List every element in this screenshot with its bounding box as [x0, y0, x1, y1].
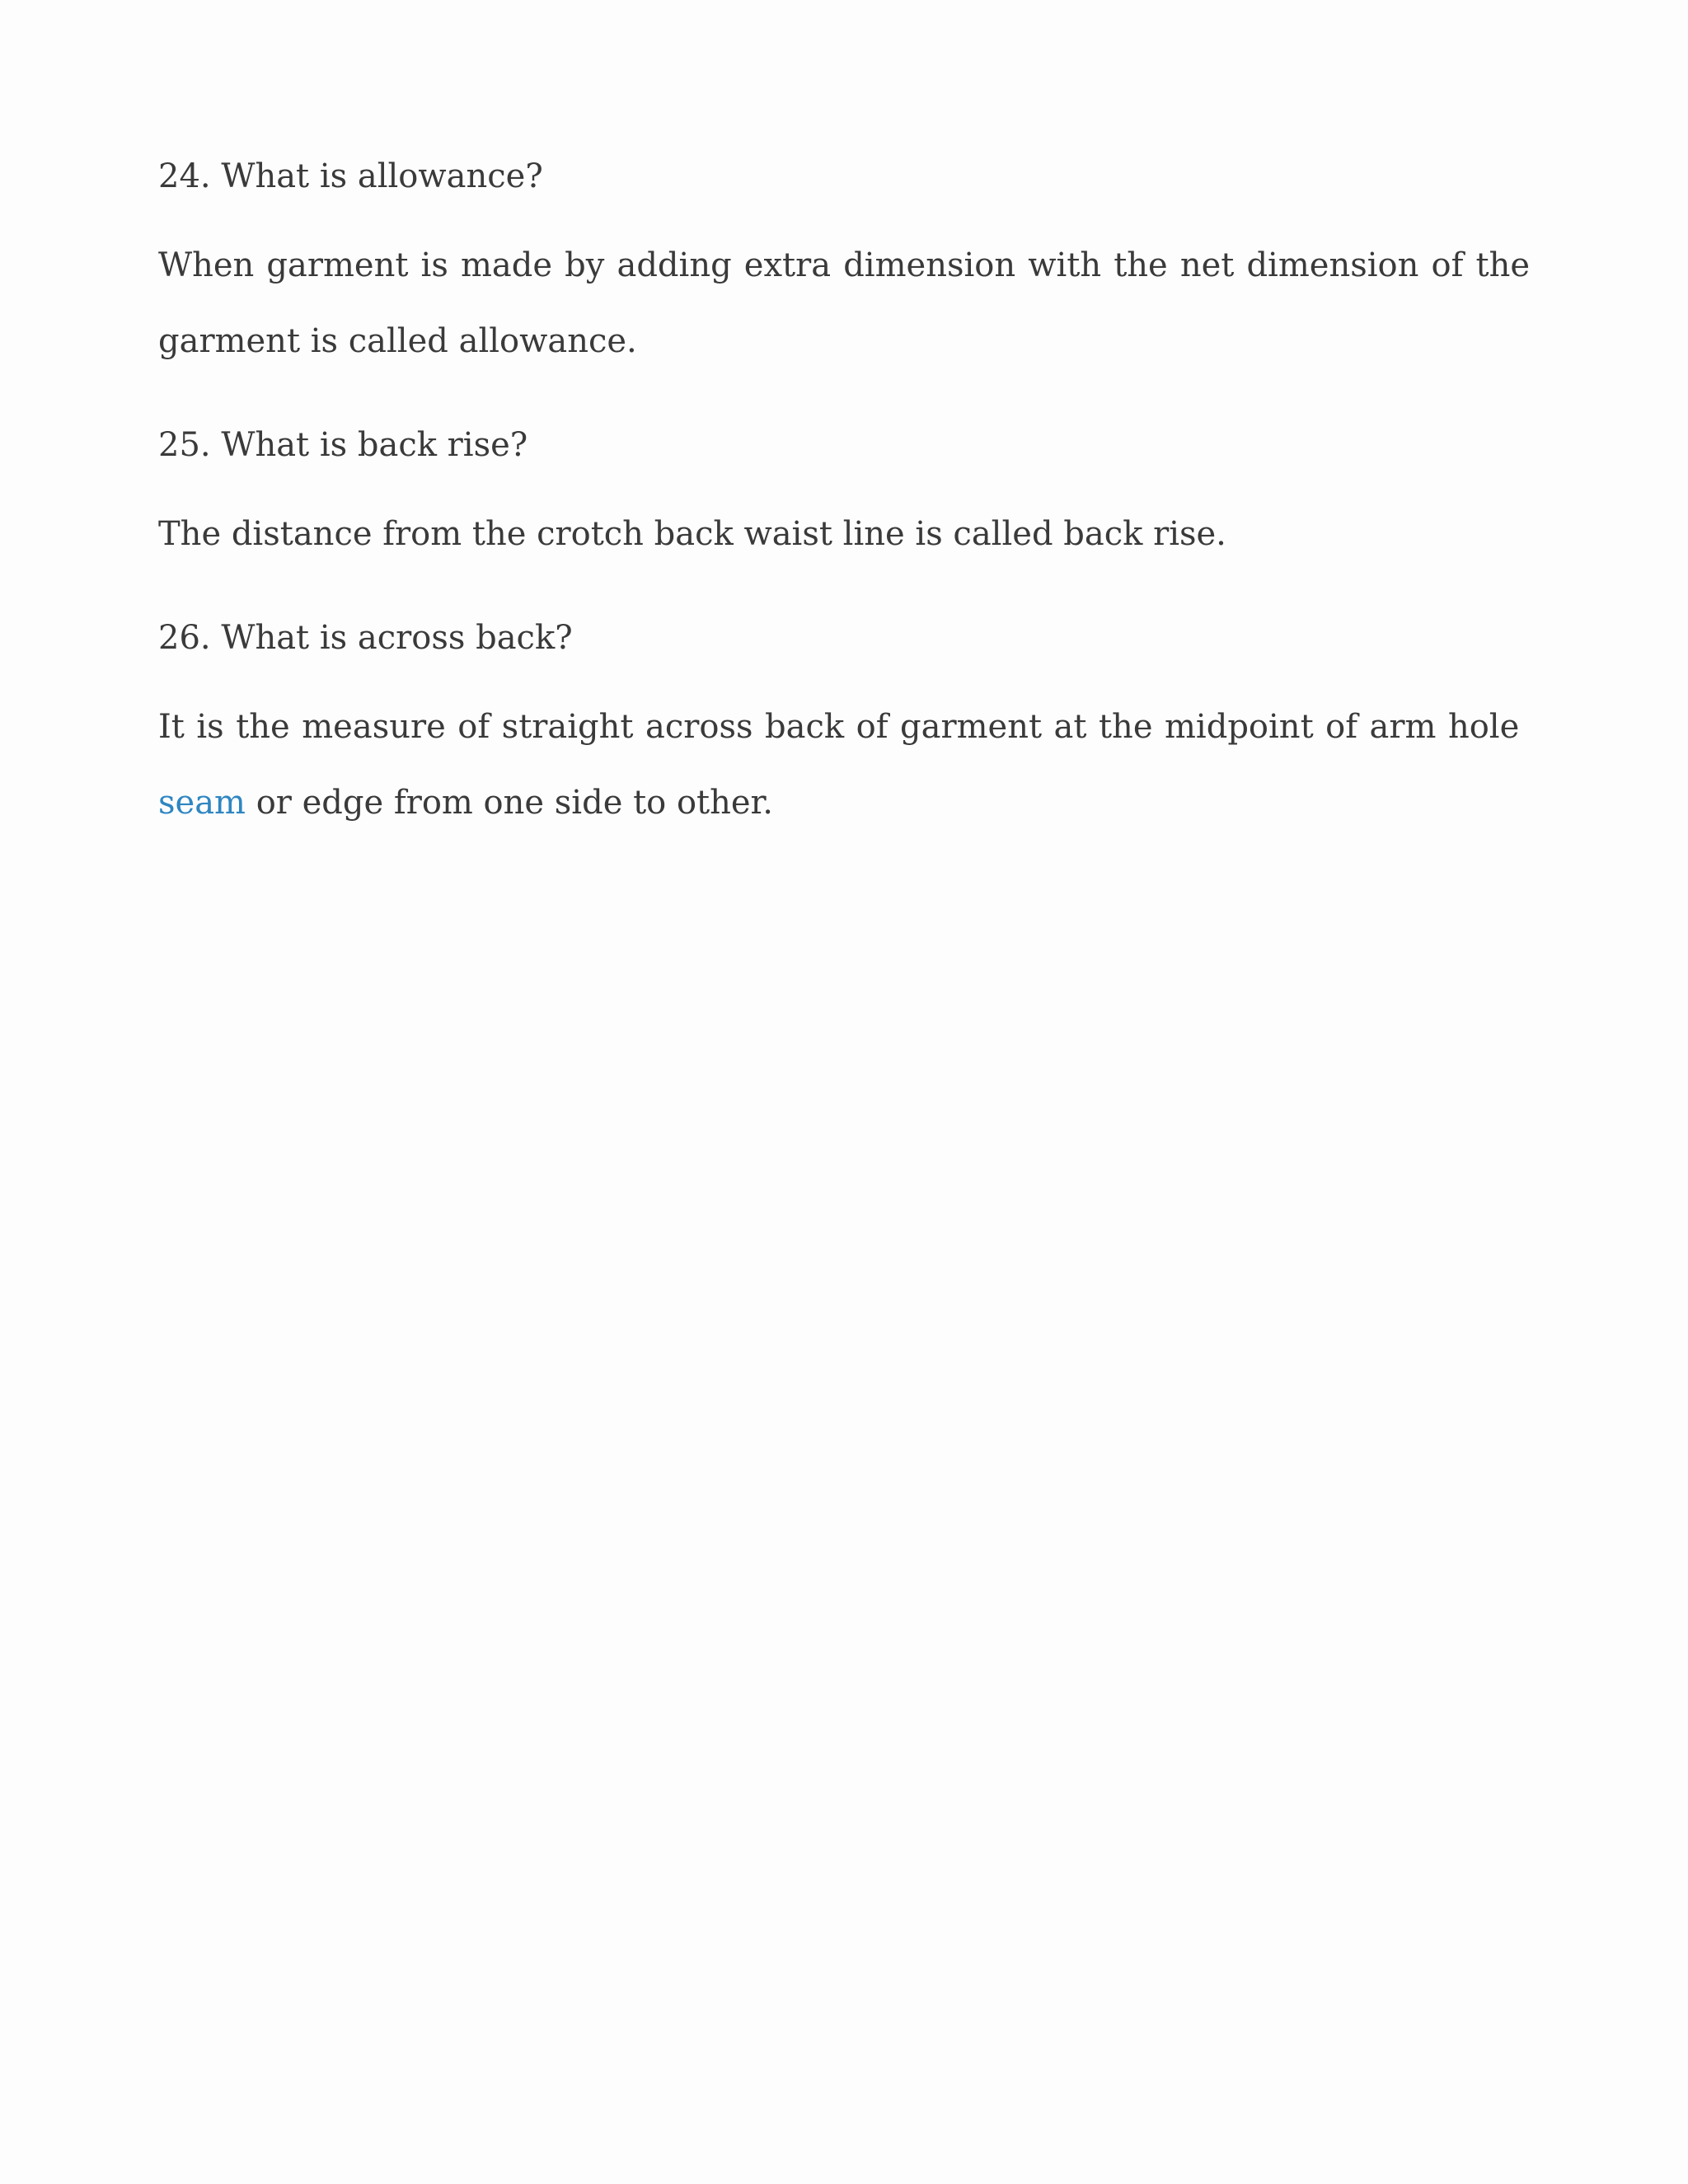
- qa-item-back-rise: [158, 420, 1530, 572]
- answer-across-back-text-end: or edge from one side to other.: [256, 784, 773, 822]
- qa-item-allowance: [158, 152, 1530, 379]
- answer-back-rise: The distance from the crotch back waist line is called back rise.: [158, 515, 1226, 553]
- answer-allowance: When garment is made by adding extra dimension with the net dimension of the garment is called allowance.: [158, 246, 1530, 360]
- qa-item-across-back: [158, 613, 1530, 841]
- question-across-back: 26. What is across back?: [158, 619, 573, 657]
- answer-across-back-text-start: It is the measure of straight across back of garment at the midpoint of arm hole: [158, 708, 1520, 746]
- document-page: [158, 152, 1530, 841]
- question-allowance: 24. What is allowance?: [158, 157, 543, 195]
- seam-link[interactable]: seam: [158, 784, 246, 822]
- answer-across-back: [158, 689, 1530, 841]
- question-back-rise: 25. What is back rise?: [158, 426, 528, 464]
